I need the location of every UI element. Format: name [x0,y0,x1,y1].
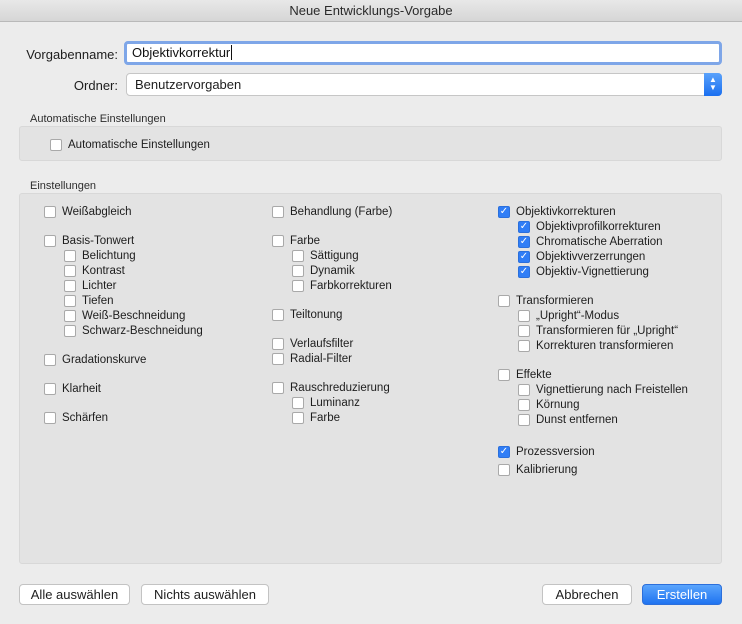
checkbox-highlights[interactable] [64,278,117,293]
checkbox-icon [64,310,76,322]
checkbox-label: Tiefen [82,294,114,307]
checkbox-label: Vignettierung nach Freistellen [536,383,688,396]
checkbox-icon [272,235,284,247]
checkbox-label: Chromatische Aberration [536,235,663,248]
checkbox-icon [292,280,304,292]
checkbox-icon [272,206,284,218]
checkmark-icon: ✓ [519,265,529,277]
create-button[interactable]: Erstellen [642,584,722,605]
checkbox-label: Farbkorrekturen [310,279,392,292]
checkmark-icon: ✓ [519,235,529,247]
checkbox-label: Teiltonung [290,308,343,321]
checkbox-luminance[interactable] [292,395,360,410]
checkbox-lens-corrections[interactable] [498,204,616,219]
checkbox-label: Schwarz-Beschneidung [82,324,203,337]
checkbox-icon [64,280,76,292]
checkbox-color-corrections[interactable] [292,278,392,293]
checkbox-icon [498,464,510,476]
checkbox-sharpening[interactable] [44,410,108,425]
checkbox-label: Objektiv-Vignettierung [536,265,649,278]
settings-panel [19,193,722,564]
checkbox-label: Lichter [82,279,117,292]
checkmark-icon: ✓ [519,220,529,232]
checkbox-label: Gradationskurve [62,353,147,366]
checkbox-transform-adjustments[interactable] [518,338,673,353]
checkbox-upright-transforms[interactable] [518,323,678,338]
checkbox-lens-profile-corrections[interactable] [518,219,661,234]
checkbox-color[interactable] [272,233,320,248]
checkbox-icon [498,369,510,381]
checkbox-icon [518,399,530,411]
checkbox-post-crop-vignetting[interactable] [518,382,688,397]
checkbox-icon [64,295,76,307]
checkmark-icon: ✓ [519,250,529,262]
checkbox-chromatic-aberration[interactable] [518,234,663,249]
auto-settings-checkbox[interactable] [50,137,210,152]
select-none-button[interactable]: Nichts auswählen [141,584,269,605]
checkbox-label: Prozessversion [516,445,595,458]
checkbox-effects[interactable] [498,367,552,382]
checkbox-label: Dynamik [310,264,355,277]
checkbox-label: Farbe [290,234,321,247]
checkbox-icon [44,235,56,247]
checkbox-label: „Upright“-Modus [536,309,620,322]
checkbox-icon [292,412,304,424]
checkbox-process-version[interactable] [498,444,595,459]
checkbox-white-balance[interactable] [44,204,131,219]
checkbox-label: Radial-Filter [290,352,352,365]
checkbox-vibrance[interactable] [292,263,355,278]
checkbox-transform[interactable] [498,293,594,308]
checkbox-exposure[interactable] [64,248,136,263]
checkbox-icon [64,325,76,337]
checkbox-dehaze[interactable] [518,412,618,427]
checkbox-icon [272,353,284,365]
checkbox-label: Körnung [536,398,580,411]
preset-name-label: Vorgabenname: [26,47,118,62]
checkbox-lens-vignetting[interactable] [518,264,649,279]
cancel-button[interactable]: Abbrechen [542,584,632,605]
checkbox-icon [518,310,530,322]
checkbox-label: Objektivverzerrungen [536,250,646,263]
checkbox-contrast[interactable] [64,263,125,278]
checkbox-icon [518,414,530,426]
checkbox-clarity[interactable] [44,381,101,396]
checkbox-label: Klarheit [62,382,101,395]
checkbox-label: Belichtung [82,249,136,262]
checkbox-icon [292,397,304,409]
checkbox-icon [292,250,304,262]
checkbox-icon [44,206,56,218]
checkbox-icon [50,139,62,151]
checkbox-label: Basis-Tonwert [62,234,135,247]
chevron-updown-icon: ▲ ▼ [704,73,722,96]
folder-value: Benutzervorgaben [135,77,242,92]
checkbox-label: Behandlung (Farbe) [290,205,393,218]
checkbox-label: Objektivkorrekturen [516,205,616,218]
auto-settings-label: Automatische Einstellungen [68,138,210,151]
checkbox-white-clipping[interactable] [64,308,185,323]
preset-name-input[interactable] [124,41,722,65]
checkmark-icon: ✓ [499,205,509,217]
checkbox-label: Transformieren für „Upright“ [536,324,679,337]
checkbox-label: Schärfen [62,411,109,424]
checkbox-icon [272,338,284,350]
checkbox-icon [272,309,284,321]
checkbox-label: Weiß-Beschneidung [82,309,186,322]
checkbox-label: Kontrast [82,264,125,277]
checkbox-upright-mode[interactable] [518,308,619,323]
checkbox-icon [518,340,530,352]
checkbox-label: Dunst entfernen [536,413,618,426]
checkmark-icon: ✓ [499,445,509,457]
checkbox-saturation[interactable] [292,248,359,263]
folder-label: Ordner: [73,78,118,93]
checkbox-label: Luminanz [310,396,360,409]
checkbox-basic-tone[interactable] [44,233,134,248]
checkbox-icon [518,325,530,337]
auto-settings-panel [19,126,722,161]
checkbox-treatment-color[interactable] [272,204,392,219]
checkbox-lens-distortion[interactable] [518,249,645,264]
checkbox-label: Effekte [516,368,552,381]
checkbox-split-toning[interactable] [272,307,342,322]
checkbox-icon [64,250,76,262]
checkbox-graduated-filter[interactable] [272,336,353,351]
checkbox-icon [518,384,530,396]
text-caret [231,45,232,60]
checkbox-icon [498,295,510,307]
checkbox-label: Farbe [310,411,341,424]
folder-select[interactable] [126,73,722,96]
checkbox-calibration[interactable] [498,462,577,477]
checkbox-label: Objektivprofilkorrekturen [536,220,661,233]
checkbox-label: Verlaufsfilter [290,337,354,350]
checkbox-icon [292,265,304,277]
window-title: Neue Entwicklungs-Vorgabe [0,0,742,22]
checkbox-label: Sättigung [310,249,359,262]
checkbox-radial-filter[interactable] [272,351,352,366]
settings-section-title: Einstellungen [30,180,97,192]
checkbox-icon [44,412,56,424]
checkbox-label: Transformieren [516,294,594,307]
checkbox-icon [44,383,56,395]
select-all-button[interactable]: Alle auswählen [19,584,130,605]
checkbox-shadows[interactable] [64,293,114,308]
checkbox-label: Kalibrierung [516,463,578,476]
checkbox-label: Korrekturen transformieren [536,339,674,352]
checkbox-grain[interactable] [518,397,579,412]
checkbox-icon [64,265,76,277]
preset-name-value: Objektivkorrektur [132,45,231,60]
checkbox-label: Rauschreduzierung [290,381,390,394]
checkbox-tone-curve[interactable] [44,352,146,367]
checkbox-noise-color[interactable] [292,410,340,425]
auto-section-title: Automatische Einstellungen [30,113,166,125]
checkbox-label: Weißabgleich [62,205,132,218]
checkbox-noise-reduction[interactable] [272,380,390,395]
checkbox-black-clipping[interactable] [64,323,203,338]
checkbox-icon [272,382,284,394]
checkbox-icon [44,354,56,366]
